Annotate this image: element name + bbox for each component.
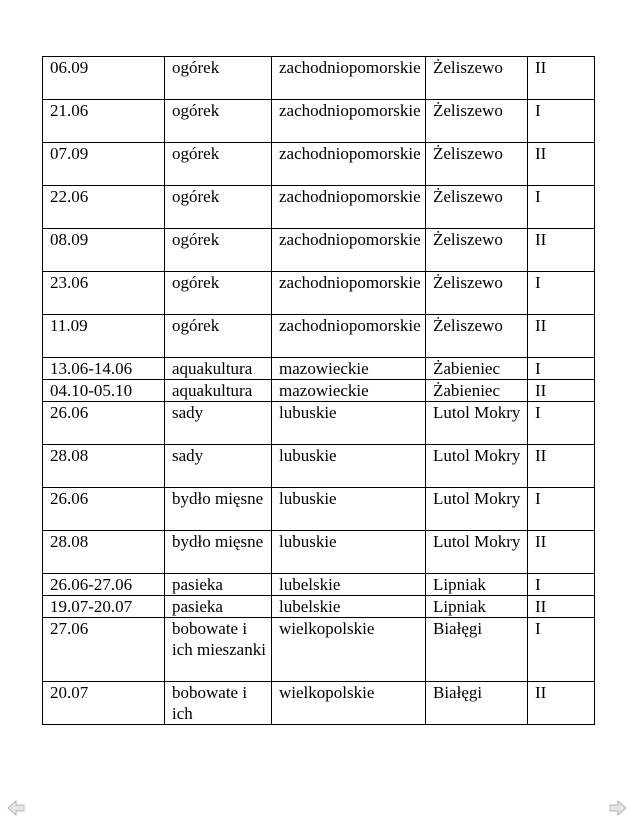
cell-region: lubuskie	[272, 531, 426, 574]
cell-region: wielkopolskie	[272, 682, 426, 725]
table-row	[43, 229, 595, 272]
cell-stage: I	[528, 402, 595, 445]
cell-region: lubuskie	[272, 445, 426, 488]
table-row	[43, 358, 595, 380]
cell-crop: sady	[165, 445, 272, 488]
table-row	[43, 682, 595, 725]
table-row	[43, 272, 595, 315]
cell-region: zachodniopomorskie	[272, 315, 426, 358]
cell-crop: ogórek	[165, 186, 272, 229]
cell-crop: ogórek	[165, 100, 272, 143]
cell-stage: I	[528, 574, 595, 596]
table-row	[43, 596, 595, 618]
cell-date: 13.06-14.06	[43, 358, 165, 380]
cell-place: Białęgi	[426, 682, 528, 725]
cell-region: lubelskie	[272, 574, 426, 596]
cell-stage: II	[528, 143, 595, 186]
cell-date: 06.09	[43, 57, 165, 100]
table-row	[43, 57, 595, 100]
table-row	[43, 186, 595, 229]
cell-place: Żeliszewo	[426, 315, 528, 358]
cell-place: Żeliszewo	[426, 186, 528, 229]
cell-date: 23.06	[43, 272, 165, 315]
cell-crop: bobowate i ich	[165, 682, 272, 725]
cell-stage: II	[528, 315, 595, 358]
cell-crop: ogórek	[165, 57, 272, 100]
cell-place: Żeliszewo	[426, 143, 528, 186]
cell-date: 26.06	[43, 402, 165, 445]
cell-stage: I	[528, 186, 595, 229]
table-row	[43, 531, 595, 574]
cell-stage: II	[528, 57, 595, 100]
arrow-left-icon[interactable]	[6, 798, 26, 818]
cell-stage: II	[528, 229, 595, 272]
cell-region: zachodniopomorskie	[272, 143, 426, 186]
cell-place: Lipniak	[426, 596, 528, 618]
cell-date: 07.09	[43, 143, 165, 186]
table-row	[43, 100, 595, 143]
table-row	[43, 315, 595, 358]
arrow-right-icon[interactable]	[608, 798, 628, 818]
cell-stage: I	[528, 358, 595, 380]
cell-region: mazowieckie	[272, 358, 426, 380]
cell-crop: ogórek	[165, 272, 272, 315]
cell-date: 28.08	[43, 531, 165, 574]
table-row	[43, 380, 595, 402]
table-row	[43, 402, 595, 445]
table-row	[43, 574, 595, 596]
cell-place: Żabieniec	[426, 380, 528, 402]
cell-region: lubuskie	[272, 402, 426, 445]
cell-stage: I	[528, 488, 595, 531]
cell-region: wielkopolskie	[272, 618, 426, 682]
cell-date: 20.07	[43, 682, 165, 725]
cell-stage: II	[528, 380, 595, 402]
cell-stage: II	[528, 531, 595, 574]
cell-region: zachodniopomorskie	[272, 100, 426, 143]
cell-place: Lipniak	[426, 574, 528, 596]
cell-place: Lutol Mokry	[426, 402, 528, 445]
cell-crop: ogórek	[165, 315, 272, 358]
cell-region: zachodniopomorskie	[272, 186, 426, 229]
cell-region: zachodniopomorskie	[272, 272, 426, 315]
cell-place: Żeliszewo	[426, 272, 528, 315]
cell-date: 11.09	[43, 315, 165, 358]
cell-date: 04.10-05.10	[43, 380, 165, 402]
cell-date: 22.06	[43, 186, 165, 229]
cell-stage: II	[528, 682, 595, 725]
cell-region: lubelskie	[272, 596, 426, 618]
cell-crop: ogórek	[165, 143, 272, 186]
cell-region: lubuskie	[272, 488, 426, 531]
cell-region: zachodniopomorskie	[272, 229, 426, 272]
schedule-table-body	[43, 57, 595, 725]
cell-date: 27.06	[43, 618, 165, 682]
cell-date: 28.08	[43, 445, 165, 488]
cell-place: Białęgi	[426, 618, 528, 682]
cell-date: 26.06-27.06	[43, 574, 165, 596]
cell-crop: pasieka	[165, 596, 272, 618]
cell-stage: I	[528, 618, 595, 682]
cell-date: 21.06	[43, 100, 165, 143]
cell-place: Lutol Mokry	[426, 531, 528, 574]
cell-date: 26.06	[43, 488, 165, 531]
table-row	[43, 488, 595, 531]
cell-crop: bydło mięsne	[165, 488, 272, 531]
table-row	[43, 618, 595, 682]
cell-date: 08.09	[43, 229, 165, 272]
cell-stage: II	[528, 596, 595, 618]
cell-stage: I	[528, 100, 595, 143]
cell-crop: pasieka	[165, 574, 272, 596]
cell-place: Lutol Mokry	[426, 445, 528, 488]
cell-place: Żeliszewo	[426, 100, 528, 143]
cell-stage: II	[528, 445, 595, 488]
cell-place: Żabieniec	[426, 358, 528, 380]
table-row	[43, 445, 595, 488]
cell-place: Lutol Mokry	[426, 488, 528, 531]
cell-stage: I	[528, 272, 595, 315]
cell-crop: aquakultura	[165, 358, 272, 380]
cell-region: zachodniopomorskie	[272, 57, 426, 100]
cell-crop: ogórek	[165, 229, 272, 272]
cell-crop: bobowate i ich mieszanki	[165, 618, 272, 682]
table-row	[43, 143, 595, 186]
schedule-table	[42, 56, 595, 725]
cell-region: mazowieckie	[272, 380, 426, 402]
cell-date: 19.07-20.07	[43, 596, 165, 618]
cell-crop: aquakultura	[165, 380, 272, 402]
cell-crop: bydło mięsne	[165, 531, 272, 574]
cell-crop: sady	[165, 402, 272, 445]
cell-place: Żeliszewo	[426, 229, 528, 272]
cell-place: Żeliszewo	[426, 57, 528, 100]
